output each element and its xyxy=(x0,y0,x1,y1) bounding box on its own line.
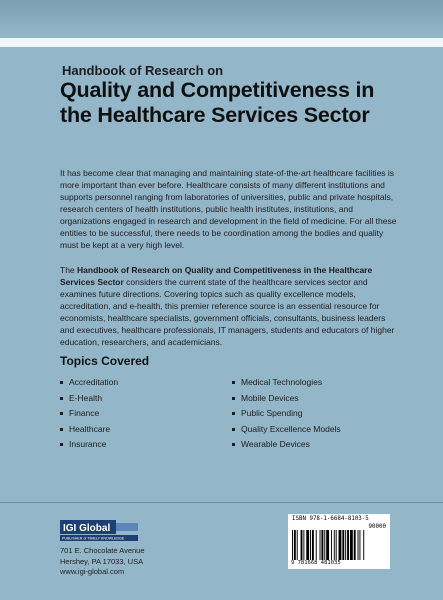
topic-item xyxy=(232,406,341,422)
topic-item xyxy=(60,422,118,438)
book-title: Quality and Competitiveness in the Healthcare Services Sector xyxy=(60,78,375,127)
paragraph-2-body: considers the current state of the healthcare services sector and examines future directions. Covering topics such as quality excellence models, accreditation, and e-health, this premier reference source is an essential resource for economists, healthcare specialists, government officials, consultants, business leaders and executives, healthcare professionals, IT managers, students and educators of higher education, researchers, and academicians. xyxy=(60,277,395,347)
barcode-bar xyxy=(324,530,325,560)
barcode-bar xyxy=(331,530,332,560)
topic-label: E-Health xyxy=(69,392,103,403)
barcode-bar xyxy=(306,530,309,560)
logo-tagline: PUBLISHER of TIMELY KNOWLEDGE xyxy=(62,536,125,541)
publisher-logo xyxy=(60,520,142,542)
topic-label: Finance xyxy=(69,408,100,418)
barcode-bar xyxy=(320,530,321,560)
barcode-bar xyxy=(339,530,342,560)
isbn-label: ISBN 978-1-6684-8103-5 xyxy=(292,516,369,522)
address-line-2: Hershey, PA 17033, USA xyxy=(60,556,144,566)
topic-label: Medical Technologies xyxy=(241,377,323,387)
bullet-icon xyxy=(232,381,235,384)
bullet-icon xyxy=(60,443,63,446)
barcode-digits: 9 781668 481035 xyxy=(291,560,341,566)
barcode-bar xyxy=(342,530,344,560)
barcode-bar xyxy=(336,530,337,560)
barcode-bar xyxy=(303,530,304,560)
bullet-icon xyxy=(60,397,63,400)
price-addon: 90000 xyxy=(368,524,386,530)
top-shade xyxy=(0,0,443,36)
topic-item xyxy=(60,437,118,453)
topic-item xyxy=(232,422,341,438)
topic-item xyxy=(60,406,118,422)
paragraph-2-lead: The xyxy=(60,265,78,275)
bullet-icon xyxy=(60,428,63,431)
topic-item xyxy=(232,375,341,391)
bullet-icon xyxy=(232,412,235,415)
topic-label: Healthcare xyxy=(69,423,111,434)
barcode-bar xyxy=(354,530,356,560)
bullet-icon xyxy=(60,412,63,415)
bullet-icon xyxy=(232,397,235,400)
barcode-bar xyxy=(310,530,311,560)
topic-label: Wearable Devices xyxy=(241,439,310,449)
description-paragraph-2 xyxy=(60,264,398,348)
barcode-bar xyxy=(350,530,353,560)
topic-label: Public Spending xyxy=(241,408,303,418)
barcode-bar xyxy=(316,530,317,560)
topics-heading: Topics Covered xyxy=(60,354,150,368)
bottom-divider xyxy=(0,502,443,503)
topic-item xyxy=(232,437,341,453)
logo-text: IGI Global xyxy=(63,523,111,534)
series-title: Handbook of Research on xyxy=(62,63,224,78)
logo-accent xyxy=(116,523,138,531)
publisher-address xyxy=(60,546,145,578)
barcode-bar xyxy=(345,530,346,560)
bullet-icon xyxy=(232,443,235,446)
topic-label: Accreditation xyxy=(69,377,119,387)
paragraph-2-book-title: Handbook of Research on Quality and Competitiveness in the Healthcare Services Sector xyxy=(60,265,373,287)
topics-right-list xyxy=(232,375,341,453)
topics-left-list xyxy=(60,375,118,453)
isbn-barcode xyxy=(288,514,390,569)
topic-item xyxy=(60,375,118,391)
topic-label: Quality Excellence Models xyxy=(241,423,341,434)
barcode-bar xyxy=(363,530,364,560)
barcode-bar xyxy=(301,530,303,560)
topic-item xyxy=(60,391,118,407)
barcode-bar xyxy=(359,530,360,560)
barcode-bar xyxy=(326,530,329,560)
topic-label: Mobile Devices xyxy=(241,392,299,403)
description-paragraph-1: It has become clear that managing and maintaining state-of-the-art healthcare facilities is more important than ever before. Healthcare consists of many different institutions and supports personnel ranging from laboratories of universities, public and private hospitals, research centers of health institutions, public health institutes, institutions, and organizations engaged in research and development in the field of medicine. For all these entities to be successful, there needs to be coordination among the bodies and quality must be kept at a very high level. xyxy=(60,168,397,250)
barcode-bar xyxy=(292,530,293,560)
top-rule xyxy=(0,38,443,47)
barcode-bar xyxy=(294,530,296,560)
barcode-bar xyxy=(312,530,314,560)
bullet-icon xyxy=(232,428,235,431)
topic-label: Insurance xyxy=(69,439,107,449)
address-line-1: 701 E. Chocolate Avenue xyxy=(60,546,145,555)
barcode-bar xyxy=(347,530,349,560)
barcode-bars xyxy=(292,530,386,560)
publisher-website: www.igi-global.com xyxy=(60,567,125,576)
barcode-bar xyxy=(334,530,335,560)
topic-item xyxy=(232,391,341,407)
barcode-bar xyxy=(358,530,359,560)
barcode-bar xyxy=(321,530,323,560)
bullet-icon xyxy=(60,381,63,384)
barcode-bar xyxy=(297,530,298,560)
